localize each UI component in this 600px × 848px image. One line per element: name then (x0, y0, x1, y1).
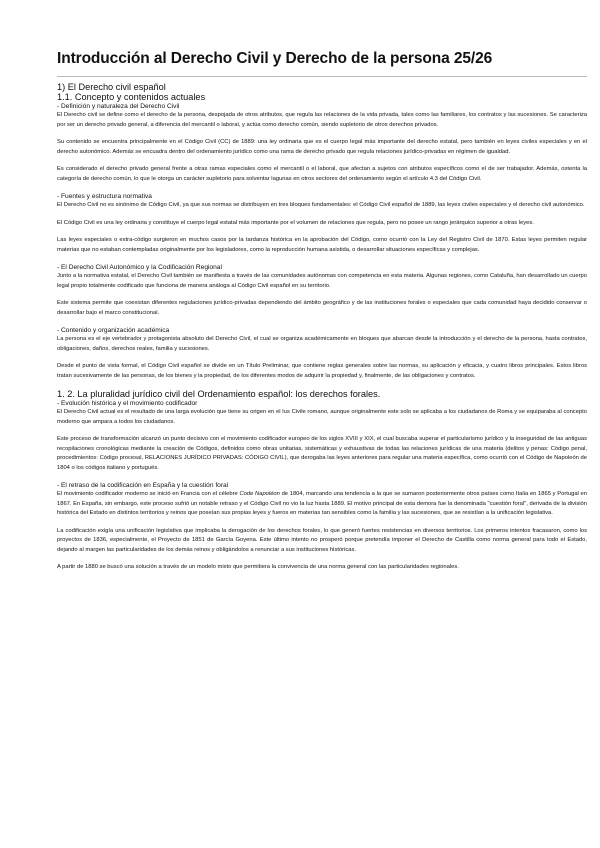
paragraph: Desde el punto de vista formal, el Código Civil español se divide en un Título Preliminar, que contiene reglas generales sobre las normas, su aplicación y eficacia, y cuatro libros principales. Estos libros tratan sucesivamente de las personas, de los bienes y la propiedad, de los diferentes modos de adquirir la propiedad y, finalmente, de las obligaciones y contratos. (57, 363, 587, 379)
paragraph: El Código Civil es una ley ordinaria y constituye el cuerpo legal estatal más importante por el volumen de relaciones que regula, pero no posee un rango jerárquico superior a otras leyes. (57, 219, 534, 226)
paragraph: A partir de 1880 se buscó una solución a través de un modelo mixto que permitiera la convivencia de una norma general con las particularidades regionales. (57, 564, 459, 570)
topic-heading: - Evolución histórica y el movimiento codificador (57, 400, 198, 407)
paragraph: Este sistema permite que coexistan diferentes regulaciones jurídico-privadas dependiendo del ámbito geográfico y de las instituciones forales o especiales que cada comunidad haya decidido conservar o desarrollar bajo el marco constitucional. (57, 300, 587, 316)
paragraph: El Derecho civil se define como el derecho de la persona, despojada de otros atributos, que regula las relaciones de la vida privada, tales como las familiares, los contratos y las sucesiones. Se caracteriza por ser un derecho privado general, a diferencia del mercantil o laboral, y actúa como derecho común, siendo supletorio de otros derechos privados. (57, 112, 587, 128)
paragraph: Este proceso de transformación alcanzó un punto decisivo con el movimiento codificador europeo de los siglos XVIII y XIX, el cual buscaba superar el particularismo jurídico y la inseguridad de las antiguas recopilaciones cronológicas mediante la creación de Códigos, definidos como obras unitarias, sistemáticas y exhaustivas de todas las relaciones jurídicas de una materia (delitos y penas: Código penal, procedimientos: Código procesal, RELACIONES JURÍDICO PRIVADAS: CÓDIGO CIVIL), que derogaba las leyes anteriores para regular una materia específica, como ocurrió con el Código de Napoleón de 1804 o los códigos italiano y portugués. (57, 436, 587, 471)
section-heading: 1) El Derecho civil español (57, 82, 166, 92)
paragraph: La persona es el eje vertebrador y protagonista absoluto del Derecho Civil, el cual se organiza académicamente en bloques que abarcan desde la introducción y el derecho de la persona, hasta contratos, obligaciones, daños, derechos reales, familia y sucesiones. (57, 336, 587, 352)
text-run: de 1804, marcando una tendencia a la que se sumaron posteriormente otros países como Italia en 1865 y Portugal en 1867. En España, sin embargo, este proceso sufrió un notable retraso y el Código Civil no vio la luz hasta 1889. El motivo principal de esta demora fue la denominada "cuestión foral", derivada de la división histórica del Estado en distintos territorios y reinos que poseían sus propias leyes y fueros en materias tan sensibles como la familia y las sucesiones, que se resistían a la unificación legislativa. (57, 491, 587, 516)
paragraph (57, 490, 587, 519)
text-run: El movimiento codificador moderno se inició en Francia con el célebre (57, 491, 240, 497)
paragraph: La codificación exigía una unificación legislativa que implicaba la derogación de los derechos forales, lo que generó fuertes resistencias en diversos territorios. Los primeros intentos fracasaron, como los proyectos de 1836, especialmente, el Proyecto de 1851 de García Goyena. Este último intento no prosperó porque pretendía imponer el Derecho de Castilla como norma general para todo el Estado, dejando al margen las particularidades de los demás reinos y obligándolos a renunciar a sus instituciones históricas. (57, 527, 587, 553)
topic-heading: - Fuentes y estructura normativa (57, 193, 152, 200)
paragraph: Junto a la normativa estatal, el Derecho Civil también se manifiesta a través de las comunidades autónomas con competencia en esta materia. Algunas regiones, como Cataluña, han desarrollado un cuerpo legal propio totalmente codificado que funciona de manera análoga al Código Civil español en su territorio. (57, 273, 587, 289)
document-title: Introducción al Derecho Civil y Derecho de la persona 25/26 (57, 50, 493, 67)
title-divider (57, 76, 587, 77)
document-body (57, 82, 587, 581)
topic-heading: - Contenido y organización académica (57, 327, 170, 334)
paragraph: Su contenido se encuentra principalmente en el Código Civil (CC) de 1889: una ley ordinaria que es el cuerpo legal más importante del derecho estatal, pero también en leyes civiles especiales y en el derecho autonómico. Además se encuadra dentro del ordenamiento jurídico como una rama de derecho privado que regula relaciones jurídico-privadas en régimen de igualdad. (57, 139, 587, 155)
paragraph: Las leyes especiales o extra-código surgieron en muchos casos por la tardanza histórica en la aprobación del Código, como ocurrió con la Ley del Registro Civil de 1870. Estas leyes permiten regular materias que no estaban contempladas originalmente por los legisladores, como la reproducción humana asistida, o desarrollar situaciones específicas y complejas. (57, 237, 587, 253)
subsection-heading: 1. 2. La pluralidad jurídico civil del Ordenamiento español: los derechos forales. (57, 389, 381, 399)
topic-heading: - El Derecho Civil Autonómico y la Codificación Regional (57, 264, 222, 271)
subsection-heading: 1.1. Concepto y contenidos actuales (57, 92, 206, 102)
italic-text: Code Napoléon (239, 491, 280, 497)
topic-heading: - Definición y naturaleza del Derecho Civil (57, 103, 180, 110)
paragraph: El Derecho Civil no es sinónimo de Código Civil, ya que sus normas se distribuyen en tres bloques fundamentales: el Código Civil español de 1889, las leyes civiles especiales y el derecho civil autonómico. (57, 202, 585, 208)
topic-heading: - El retraso de la codificación en España y la cuestión foral (57, 482, 229, 489)
paragraph: El Derecho Civil actual es el resultado de una larga evolución que tiene su origen en el Ius Civile romano, aunque originalmente este solo se aplicaba a los ciudadanos de Roma y se equiparaba al concepto moderno que ampara a todos los ciudadanos. (57, 409, 587, 425)
paragraph: Es considerado el derecho privado general frente a otras ramas especiales como el mercantil o el laboral, que afectan a sujetos con atributos específicos como el de ser trabajador. Además, ostenta la categoría de derecho común, lo que le otorga un carácter supletorio para solventar lagunas en otros sectores del ordenamiento según el artículo 4.3 del Código Civil. (57, 166, 587, 182)
